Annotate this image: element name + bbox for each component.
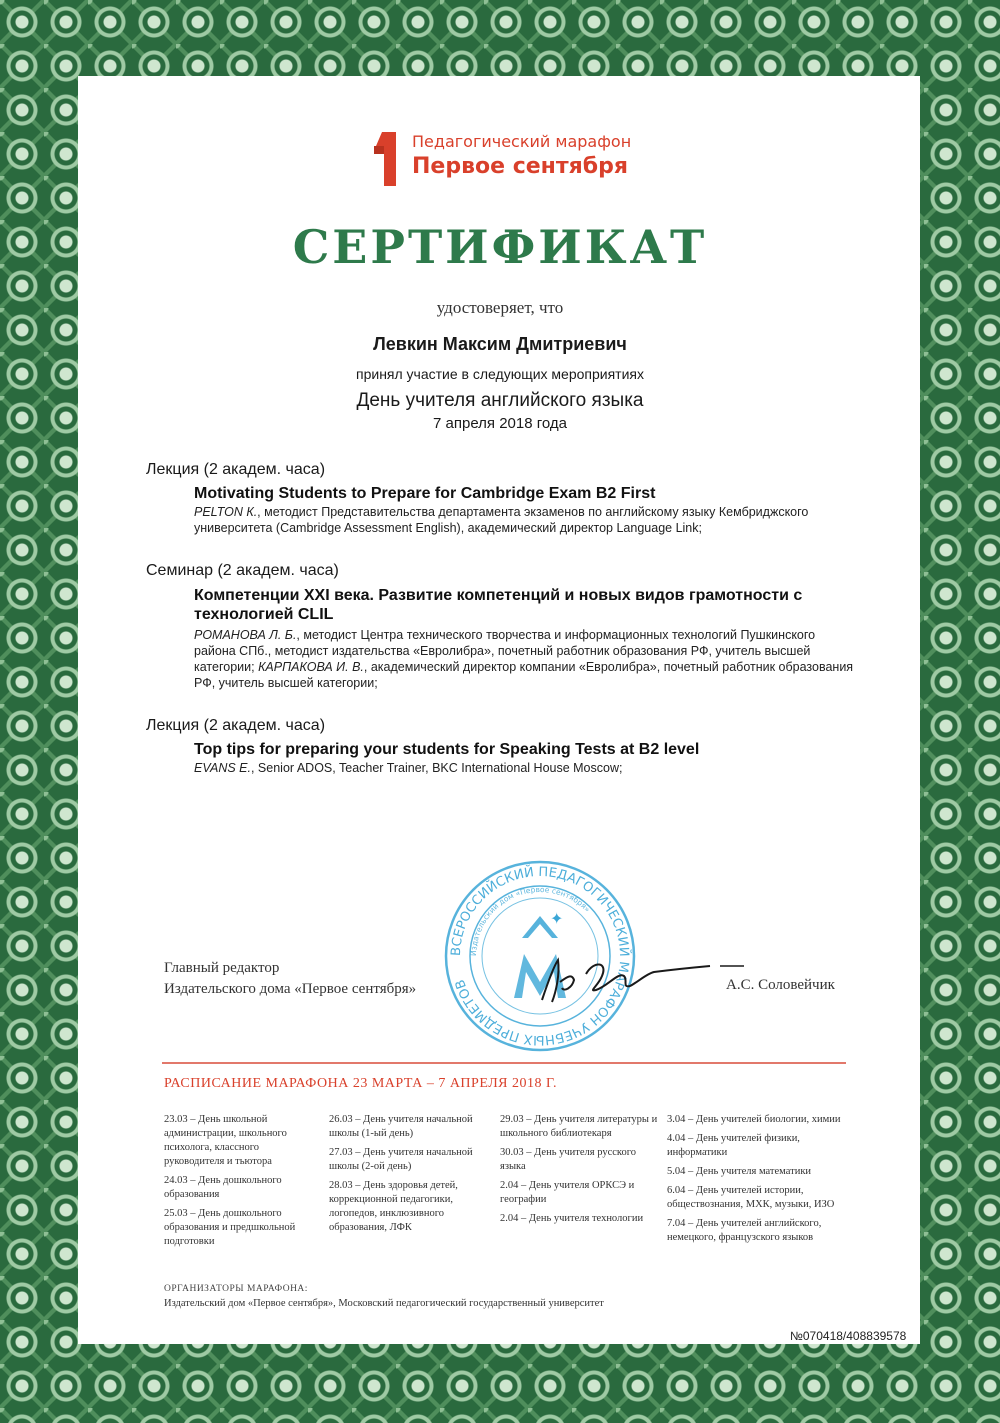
schedule-item: 2.04 – День учителя ОРКСЭ и географии (500, 1180, 635, 1205)
event-description: EVANS E., Senior ADOS, Teacher Trainer, BKC International House Moscow; (194, 761, 623, 775)
event-description: РОМАНОВА Л. Б., методист Центра технического творчества и информационных технологий Пушкинского района СПб., методист издательства «Евролибра», почетный работник образования РФ, учитель высшей категории; КАРПАКОВА И. В., академический директор компании «Евролибра», почетный работник образования РФ, учитель высшей категории; (194, 628, 854, 690)
organizers-text: Издательский дом «Первое сентября», Московский педагогический государственный университет (164, 1298, 604, 1309)
event-author: РОМАНОВА Л. Б. (194, 628, 297, 642)
schedule-item: 2.04 – День учителя технологии (500, 1213, 644, 1224)
schedule-item: 4.04 – День учителей физики, информатики (667, 1133, 800, 1158)
schedule-item: 27.03 – День учителя начальной школы (2-ой день) (329, 1147, 473, 1172)
signatory-position: Главный редактор Издательского дома «Первое сентября» (164, 960, 417, 997)
certificate-title: СЕРТИФИКАТ (292, 220, 708, 274)
event-type: Семинар (2 академ. часа) (146, 562, 339, 579)
schedule-item: 3.04 – День учителей биологии, химии (667, 1114, 841, 1125)
schedule-column-1 (164, 1113, 316, 1254)
logo-line1: Педагогический марафон (412, 132, 632, 151)
schedule-item: 28.03 – День здоровья детей, коррекционной педагогики, логопедов, инклюзивного образования, ЛФК (329, 1180, 458, 1233)
recipient-name: Левкин Максим Дмитриевич (373, 334, 627, 354)
schedule-item: 23.03 – День школьной администрации, школьного психолога, классного руководителя и тьютора (164, 1114, 287, 1167)
schedule-item: 24.03 – День дошкольного образования (164, 1175, 282, 1200)
schedule-item: 29.03 – День учителя литературы и школьного библиотекаря (500, 1114, 658, 1139)
organizers-label: ОРГАНИЗАТОРЫ МАРАФОНА: (164, 1284, 308, 1294)
schedule-column-2 (329, 1113, 495, 1240)
event-description: PELTON К., методист Представительства департамента экзаменов по английскому языку Кембриджского университета (Cambridge Assessment English), академический директор Language Link; (194, 505, 809, 535)
participation-text: принял участие в следующих мероприятиях (356, 366, 644, 382)
event-date: 7 апреля 2018 года (433, 415, 567, 432)
logo-line2: Первое сентября (412, 154, 628, 179)
schedule-column-3 (500, 1113, 658, 1231)
stamp-outer-text: ВСЕРОССИЙСКИЙ ПЕДАГОГИЧЕСКИЙ МАРАФОН УЧЕБНЫХ ПРЕДМЕТОВ (448, 864, 632, 1048)
schedule-item: 6.04 – День учителей истории, обществознания, МХК, музыки, ИЗО (667, 1185, 835, 1210)
handwritten-signature (538, 952, 750, 1012)
event-author: КАРПАКОВА И. В. (258, 660, 364, 674)
schedule-column-4 (667, 1113, 845, 1250)
schedule-title: РАСПИСАНИЕ МАРАФОНА 23 МАРТА – 7 АПРЕЛЯ 2018 Г. (164, 1076, 558, 1091)
stamp-inner-text: Издательский дом «Первое сентября» (468, 884, 592, 957)
event-author: EVANS E. (194, 761, 251, 775)
event-title: Top tips for preparing your students for Speaking Tests at B2 level (194, 741, 700, 758)
event-type: Лекция (2 академ. часа) (146, 461, 326, 478)
schedule-item: 5.04 – День учителя математики (667, 1166, 812, 1177)
schedule-item: 25.03 – День дошкольного образования и предшкольной подготовки (164, 1208, 296, 1247)
logo-one-icon (374, 132, 402, 186)
schedule-item: 30.03 – День учителя русского языка (500, 1147, 636, 1172)
logo (374, 132, 644, 188)
certifies-text: удостоверяет, что (436, 298, 564, 317)
schedule-item: 7.04 – День учителей английского, немецкого, французского языков (667, 1218, 822, 1243)
event-title: Motivating Students to Prepare for Cambridge Exam B2 First (194, 485, 656, 502)
svg-text:✦: ✦ (550, 911, 564, 928)
event-author: PELTON К. (194, 505, 258, 519)
serial-number: №070418/408839578 (790, 1329, 907, 1343)
event-name: День учителя английского языка (356, 390, 644, 411)
event-title: Компетенции XXI века. Развитие компетенций и новых видов грамотности с технологией CLIL (194, 587, 803, 623)
signatory-name: А.С. Соловейчик (726, 977, 835, 993)
event-type: Лекция (2 академ. часа) (146, 717, 326, 734)
divider (162, 1062, 846, 1064)
schedule-item: 26.03 – День учителя начальной школы (1-ый день) (329, 1114, 473, 1139)
